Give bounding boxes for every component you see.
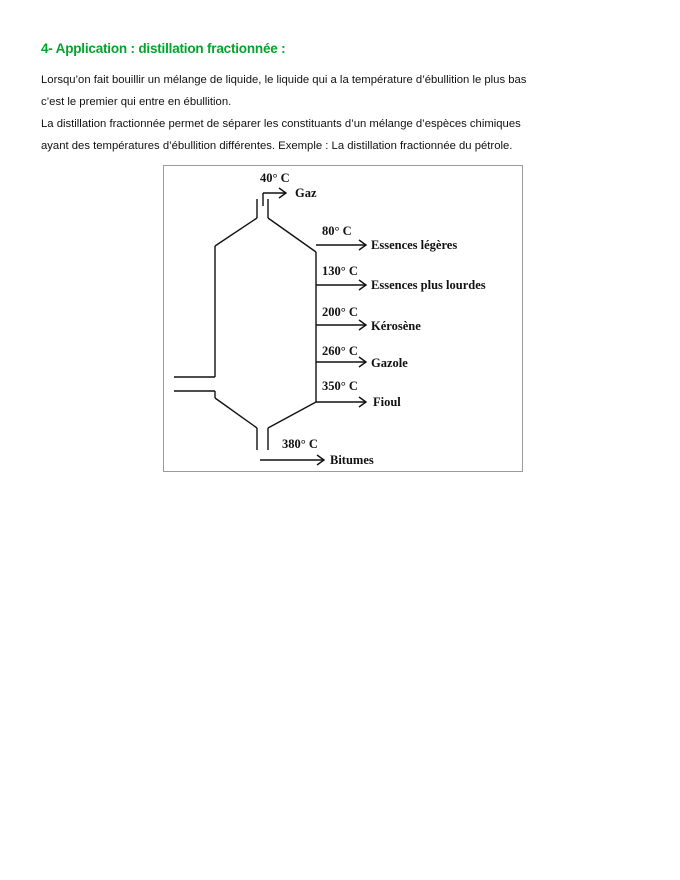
outlet-80 [316,240,366,250]
product-label-fioul: Fioul [373,395,401,409]
column-shoulder-left [215,218,257,246]
outlet-260 [316,357,366,367]
temp-label-40: 40° C [260,171,290,185]
column-bottom-left [215,398,257,428]
paragraph-boiling [41,69,651,113]
product-label-essences-legeres: Essences légères [371,238,458,252]
paragraph-fractional-distillation [41,113,651,157]
temp-label-200: 200° C [322,305,358,319]
product-label-kerosene: Kérosène [371,319,421,333]
outlet-350 [316,397,366,407]
column-bottom-right [268,402,316,428]
product-label-gaz: Gaz [295,186,317,200]
temp-label-380: 380° C [282,437,318,451]
column-shoulder-right [268,218,316,252]
temp-label-130: 130° C [322,264,358,278]
product-label-essences-plus-lourdes: Essences plus lourdes [371,278,486,292]
distillation-column-diagram [164,166,524,473]
paragraph-line: Lorsqu’on fait bouillir un mélange de liquide, le liquide qui a la température d’ébullition le plus bas [41,74,527,86]
product-label-gazole: Gazole [371,356,408,370]
temp-label-80: 80° C [322,224,352,238]
outlet-130 [316,280,366,290]
paragraph-line: La distillation fractionnée permet de séparer les constituants d’un mélange d’espèces chimiques [41,118,521,130]
temp-label-260: 260° C [322,344,358,358]
paragraph-line: ayant des températures d’ébullition différentes. Exemple : La distillation fractionnée du pétrole. [41,140,513,152]
product-label-bitumes: Bitumes [330,453,374,467]
outlet-200 [316,320,366,330]
paragraph-line: c’est le premier qui entre en ébullition. [41,96,232,108]
outlet-380 [260,455,324,465]
temp-label-350: 350° C [322,379,358,393]
distillation-column-figure [163,165,523,472]
section-heading: 4- Application : distillation fractionnée : [41,41,286,56]
